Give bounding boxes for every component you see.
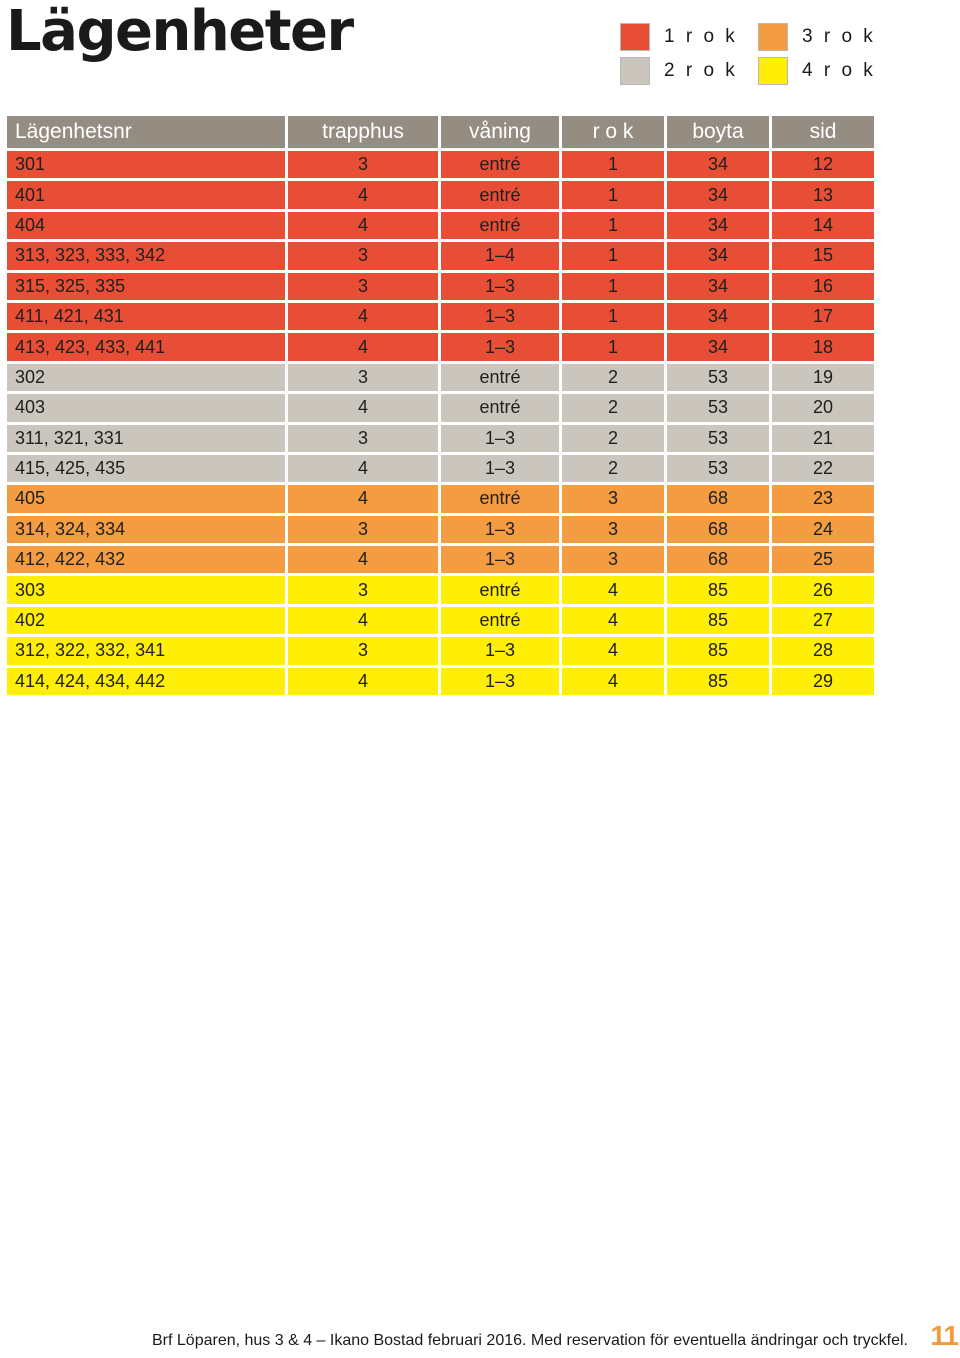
cell-living-area: 68	[667, 546, 769, 573]
cell-apartment-number: 311, 321, 331	[7, 425, 285, 452]
cell-stairwell: 4	[288, 485, 438, 512]
cell-apartment-number: 303	[7, 576, 285, 603]
cell-rooms: 2	[562, 364, 664, 391]
header-living-area: boyta	[667, 116, 769, 148]
cell-floor: 1–3	[441, 273, 559, 300]
cell-stairwell: 3	[288, 516, 438, 543]
table-row	[7, 668, 874, 695]
legend-item-1-rok	[620, 22, 738, 52]
table-row	[7, 455, 874, 482]
table-row	[7, 425, 874, 452]
cell-rooms: 1	[562, 273, 664, 300]
cell-stairwell: 4	[288, 303, 438, 330]
cell-floor: entré	[441, 607, 559, 634]
cell-page: 23	[772, 485, 874, 512]
cell-page: 12	[772, 151, 874, 178]
cell-living-area: 53	[667, 364, 769, 391]
legend-label: 1 r o k	[664, 26, 738, 47]
table-row	[7, 394, 874, 421]
table-body	[7, 151, 874, 695]
cell-rooms: 1	[562, 151, 664, 178]
cell-rooms: 1	[562, 212, 664, 239]
table-row	[7, 181, 874, 208]
cell-page: 29	[772, 668, 874, 695]
apartment-table	[4, 113, 877, 698]
cell-page: 21	[772, 425, 874, 452]
cell-living-area: 68	[667, 485, 769, 512]
table-row	[7, 151, 874, 178]
header-stairwell: trapphus	[288, 116, 438, 148]
cell-rooms: 4	[562, 607, 664, 634]
cell-floor: 1–3	[441, 425, 559, 452]
cell-page: 13	[772, 181, 874, 208]
header-rooms: r o k	[562, 116, 664, 148]
cell-rooms: 4	[562, 668, 664, 695]
page-number: 11	[930, 1320, 958, 1351]
table-row	[7, 303, 874, 330]
table-row	[7, 364, 874, 391]
cell-page: 28	[772, 637, 874, 664]
legend-swatch	[620, 23, 650, 51]
cell-page: 22	[772, 455, 874, 482]
cell-apartment-number: 302	[7, 364, 285, 391]
cell-rooms: 1	[562, 242, 664, 269]
table-row	[7, 485, 874, 512]
legend-item-2-rok	[620, 56, 738, 86]
cell-page: 15	[772, 242, 874, 269]
cell-apartment-number: 411, 421, 431	[7, 303, 285, 330]
table-row	[7, 546, 874, 573]
cell-floor: entré	[441, 364, 559, 391]
cell-floor: 1–3	[441, 637, 559, 664]
cell-rooms: 1	[562, 181, 664, 208]
cell-rooms: 1	[562, 303, 664, 330]
cell-apartment-number: 301	[7, 151, 285, 178]
legend-swatch	[620, 57, 650, 85]
cell-floor: entré	[441, 212, 559, 239]
cell-page: 24	[772, 516, 874, 543]
table-row	[7, 607, 874, 634]
legend-swatch	[758, 23, 788, 51]
cell-floor: 1–3	[441, 516, 559, 543]
cell-stairwell: 3	[288, 273, 438, 300]
cell-floor: entré	[441, 151, 559, 178]
header-page: sid	[772, 116, 874, 148]
cell-rooms: 3	[562, 546, 664, 573]
legend-label: 4 r o k	[802, 60, 876, 81]
cell-page: 19	[772, 364, 874, 391]
cell-apartment-number: 412, 422, 432	[7, 546, 285, 573]
cell-apartment-number: 314, 324, 334	[7, 516, 285, 543]
cell-apartment-number: 403	[7, 394, 285, 421]
cell-rooms: 2	[562, 455, 664, 482]
cell-living-area: 85	[667, 576, 769, 603]
cell-rooms: 2	[562, 425, 664, 452]
cell-stairwell: 4	[288, 607, 438, 634]
cell-floor: 1–4	[441, 242, 559, 269]
cell-living-area: 53	[667, 394, 769, 421]
cell-living-area: 53	[667, 425, 769, 452]
cell-living-area: 85	[667, 637, 769, 664]
cell-rooms: 3	[562, 516, 664, 543]
cell-floor: entré	[441, 394, 559, 421]
cell-living-area: 34	[667, 303, 769, 330]
legend-label: 2 r o k	[664, 60, 738, 81]
cell-page: 18	[772, 333, 874, 360]
cell-stairwell: 4	[288, 394, 438, 421]
cell-rooms: 4	[562, 576, 664, 603]
page-title: Lägenheter	[6, 0, 353, 64]
cell-apartment-number: 402	[7, 607, 285, 634]
table-row	[7, 212, 874, 239]
cell-living-area: 34	[667, 212, 769, 239]
cell-stairwell: 3	[288, 364, 438, 391]
table-row	[7, 273, 874, 300]
cell-living-area: 34	[667, 242, 769, 269]
cell-apartment-number: 313, 323, 333, 342	[7, 242, 285, 269]
cell-stairwell: 3	[288, 576, 438, 603]
cell-apartment-number: 315, 325, 335	[7, 273, 285, 300]
table-row	[7, 242, 874, 269]
cell-floor: 1–3	[441, 455, 559, 482]
cell-page: 27	[772, 607, 874, 634]
header-apartment-number: Lägenhetsnr	[7, 116, 285, 148]
cell-floor: entré	[441, 485, 559, 512]
cell-stairwell: 4	[288, 668, 438, 695]
cell-page: 14	[772, 212, 874, 239]
cell-floor: 1–3	[441, 668, 559, 695]
cell-floor: 1–3	[441, 303, 559, 330]
cell-living-area: 34	[667, 181, 769, 208]
cell-page: 17	[772, 303, 874, 330]
cell-page: 16	[772, 273, 874, 300]
cell-apartment-number: 414, 424, 434, 442	[7, 668, 285, 695]
cell-living-area: 53	[667, 455, 769, 482]
cell-stairwell: 4	[288, 455, 438, 482]
cell-floor: entré	[441, 181, 559, 208]
cell-apartment-number: 312, 322, 332, 341	[7, 637, 285, 664]
cell-rooms: 2	[562, 394, 664, 421]
cell-living-area: 34	[667, 151, 769, 178]
cell-stairwell: 3	[288, 637, 438, 664]
cell-page: 26	[772, 576, 874, 603]
legend-swatch	[758, 57, 788, 85]
table-row	[7, 333, 874, 360]
cell-living-area: 34	[667, 333, 769, 360]
cell-rooms: 1	[562, 333, 664, 360]
cell-apartment-number: 413, 423, 433, 441	[7, 333, 285, 360]
cell-page: 20	[772, 394, 874, 421]
cell-apartment-number: 404	[7, 212, 285, 239]
table-row	[7, 637, 874, 664]
cell-living-area: 85	[667, 668, 769, 695]
cell-apartment-number: 415, 425, 435	[7, 455, 285, 482]
cell-stairwell: 3	[288, 151, 438, 178]
legend-label: 3 r o k	[802, 26, 876, 47]
cell-page: 25	[772, 546, 874, 573]
cell-rooms: 3	[562, 485, 664, 512]
legend-item-4-rok	[758, 56, 876, 86]
cell-stairwell: 4	[288, 181, 438, 208]
room-count-legend	[620, 22, 900, 86]
table-row	[7, 576, 874, 603]
cell-living-area: 34	[667, 273, 769, 300]
legend-item-3-rok	[758, 22, 876, 52]
table-row	[7, 516, 874, 543]
cell-floor: entré	[441, 576, 559, 603]
cell-stairwell: 3	[288, 425, 438, 452]
cell-stairwell: 4	[288, 333, 438, 360]
cell-living-area: 85	[667, 607, 769, 634]
cell-apartment-number: 401	[7, 181, 285, 208]
cell-stairwell: 4	[288, 212, 438, 239]
cell-living-area: 68	[667, 516, 769, 543]
cell-apartment-number: 405	[7, 485, 285, 512]
header-floor: våning	[441, 116, 559, 148]
footer-text: Brf Löparen, hus 3 & 4 – Ikano Bostad februari 2016. Med reservation för eventuella ändringar och tryckfel.	[152, 1332, 908, 1349]
cell-stairwell: 4	[288, 546, 438, 573]
cell-floor: 1–3	[441, 546, 559, 573]
cell-rooms: 4	[562, 637, 664, 664]
table-header-row	[7, 116, 874, 148]
cell-floor: 1–3	[441, 333, 559, 360]
cell-stairwell: 3	[288, 242, 438, 269]
